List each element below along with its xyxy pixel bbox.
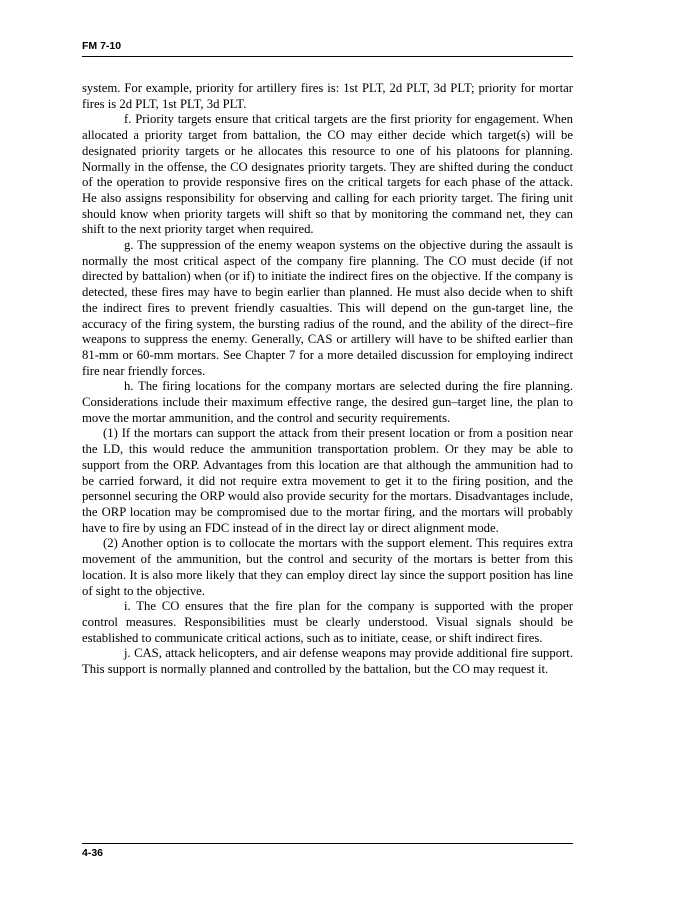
paragraph-i	[82, 599, 573, 646]
body-text	[82, 81, 573, 678]
paragraph-text: Another option is to collocate the mortars with the support element. This requires extra movement of the ammunition, but the control and security of the mortars is better from this location. It is also more likely that they can employ direct lay since the support position has line of sight to the objective.	[82, 536, 573, 598]
paragraph-f	[82, 112, 573, 238]
paragraph-continued	[82, 81, 573, 112]
paragraph-marker: f.	[124, 112, 132, 127]
paragraph-marker: g.	[124, 238, 134, 253]
paragraph-marker: h.	[124, 379, 134, 394]
paragraph-g	[82, 238, 573, 379]
paragraph-j	[82, 646, 573, 677]
paragraph-text: system. For example, priority for artillery fires is: 1st PLT, 2d PLT, 3d PLT; priority for mortar fires is 2d PLT, 1st PLT, 3d PLT.	[82, 81, 573, 111]
paragraph-h-2	[82, 536, 573, 599]
paragraph-marker: i.	[124, 599, 131, 614]
paragraph-h-1	[82, 426, 573, 536]
paragraph-text: If the mortars can support the attack from their present location or from a position near the LD, this would reduce the ammunition transportation problem. Or they may be able to support from the ORP. Advantages from this location are that although the ammunition had to be carried forward, it did not require extra movement to get it to the firing position, and the personnel securing the ORP would also provide security for the mortars. Disadvantages include, the ORP location may be compromised due to the mortar firing, and the mortars will probably have to fire by using an FDC instead of in the direct lay or direct alignment mode.	[82, 426, 574, 535]
paragraph-marker: (2)	[103, 536, 118, 551]
paragraph-text: Priority targets ensure that critical targets are the first priority for engagement. When allocated a priority target from battalion, the CO may either decide which target(s) will be designated priority targets or he allocates this resource to one of his platoons for planning. Normally in the offense, the CO designates priority targets. They are shifted during the conduct of the operation to provide responsive fires on the critical targets for each phase of the attack. He also assigns responsibility for observing and calling for each priority target. The firing unit should know when priority targets will shift so that by monitoring the command net, they can shift to the next priority target when required.	[82, 112, 573, 237]
paragraph-h	[82, 379, 573, 426]
paragraph-marker: (1)	[103, 426, 118, 441]
footer-rule	[82, 843, 573, 844]
header-rule	[82, 56, 573, 57]
paragraph-marker: j.	[124, 646, 131, 661]
paragraph-text: CAS, attack helicopters, and air defense weapons may provide additional fire support. This support is normally planned and controlled by the battalion, but the CO may request it.	[82, 646, 573, 677]
paragraph-text: The CO ensures that the fire plan for the company is supported with the proper control measures. Responsibilities must be clearly understood. Visual signals should be established to communicate critical actions, such as to initiate, cease, or shift indirect fires.	[82, 599, 573, 645]
page-number: 4-36	[82, 847, 104, 859]
paragraph-text: The firing locations for the company mortars are selected during the fire planning. Considerations include their maximum effective range, the desired gun–target line, the plan to move the mortar ammunition, and the control and security requirements.	[82, 379, 573, 425]
paragraph-text: The suppression of the enemy weapon systems on the objective during the assault is normally the most critical aspect of the company fire planning. The CO must decide (if not directed by battalion) when (or if) to initiate the indirect fires on the objective. If the company is detected, these fires may have to begin earlier than planned. He must also decide when to shift the indirect fires to prevent friendly casualties. This will depend on the gun-target line, the accuracy of the firing system, the bursting radius of the round, and the ability of the direct–fire weapons to suppress the enemy. Generally, CAS or artillery will have to be shifted earlier than 81-mm or 60-mm mortars. See Chapter 7 for a more detailed discussion for employing indirect fire near friendly forces.	[82, 238, 573, 378]
running-header: FM 7-10	[82, 40, 122, 52]
